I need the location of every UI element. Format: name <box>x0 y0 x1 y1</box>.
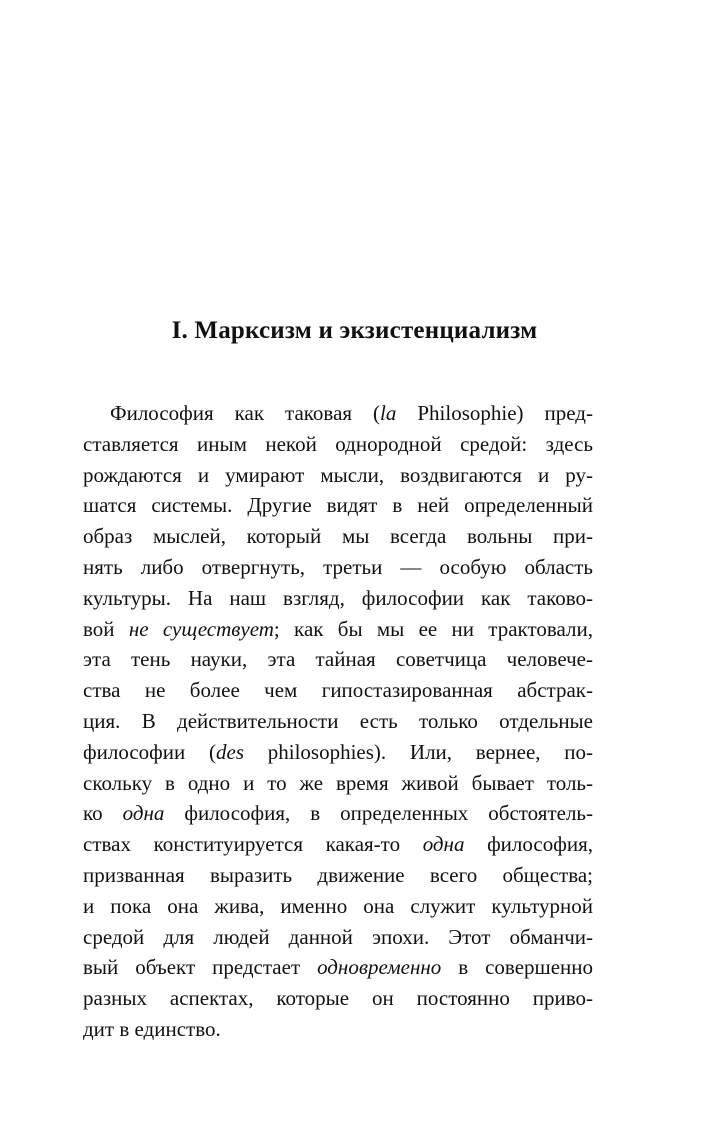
text-line <box>83 922 593 953</box>
text-segment: философии ( <box>83 739 216 764</box>
chapter-title: I. Марксизм и экзистенциализм <box>171 317 538 344</box>
text-line <box>83 398 593 429</box>
text-line <box>83 798 593 829</box>
text-segment: ставляется иным некой однородной средой: здесь <box>83 431 593 456</box>
text-line <box>83 675 593 706</box>
text-segment: ; как бы мы ее ни трактовали, <box>273 616 593 641</box>
text-segment: средой для людей данной эпохи. Этот обманчи- <box>83 924 593 949</box>
italic-segment: одна <box>122 801 165 826</box>
text-segment: шатся системы. Другие видят в ней определенный <box>83 493 593 518</box>
text-segment: философия, <box>464 832 593 857</box>
text-segment: культуры. На наш взгляд, философии как таково- <box>83 585 593 610</box>
text-line <box>83 429 593 460</box>
text-segment: ция. В действительности есть только отдельные <box>83 708 593 733</box>
text-segment: рождаются и умирают мысли, воздвигаются и ру- <box>83 462 593 487</box>
text-line <box>83 891 593 922</box>
text-segment: philosophies). Или, вернее, по- <box>244 739 593 764</box>
italic-segment: не существует <box>128 616 274 641</box>
text-line <box>83 829 593 860</box>
text-segment: образ мыслей, который мы всегда вольны при- <box>83 524 593 549</box>
italic-segment: одновременно <box>317 955 442 980</box>
text-line <box>83 490 593 521</box>
text-line <box>83 644 593 675</box>
text-segment: вый объект предстает <box>83 955 318 980</box>
text-line <box>83 737 593 768</box>
text-segment: ко <box>83 801 123 826</box>
text-segment: в совершенно <box>441 955 593 980</box>
text-segment: нять либо отвергнуть, третьи — особую область <box>83 554 593 579</box>
text-line <box>83 706 593 737</box>
text-segment: и пока она жива, именно она служит культурной <box>83 893 593 918</box>
text-line <box>83 614 593 645</box>
text-segment: дит в единство. <box>83 1016 221 1041</box>
italic-segment: одна <box>422 832 465 857</box>
text-segment: Философия как таковая ( <box>110 401 381 425</box>
text-segment: философия, в определенных обстоятель- <box>164 801 593 826</box>
text-line <box>83 583 593 614</box>
text-line <box>83 460 593 491</box>
text-line <box>83 860 593 891</box>
text-line <box>83 952 593 983</box>
text-segment: Philosophie) пред- <box>396 401 593 425</box>
italic-segment: des <box>216 739 244 764</box>
text-segment: призванная выразить движение всего общества; <box>83 862 593 887</box>
text-segment: ствах конституируется какая-то <box>83 832 423 857</box>
text-line <box>83 768 593 799</box>
text-segment: ства не более чем гипостазированная абстрак- <box>83 678 593 703</box>
text-segment: разных аспектах, которые он постоянно приво- <box>83 986 593 1011</box>
text-line <box>83 552 593 583</box>
text-segment: вой <box>83 616 129 641</box>
text-line <box>83 521 593 552</box>
text-segment: эта тень науки, эта тайная советчица человече- <box>83 647 593 672</box>
body-paragraph <box>83 398 593 1045</box>
text-line <box>83 1014 593 1045</box>
text-line <box>83 983 593 1014</box>
text-segment: скольку в одно и то же время живой бывает толь- <box>83 770 593 795</box>
italic-segment: la <box>380 401 397 425</box>
